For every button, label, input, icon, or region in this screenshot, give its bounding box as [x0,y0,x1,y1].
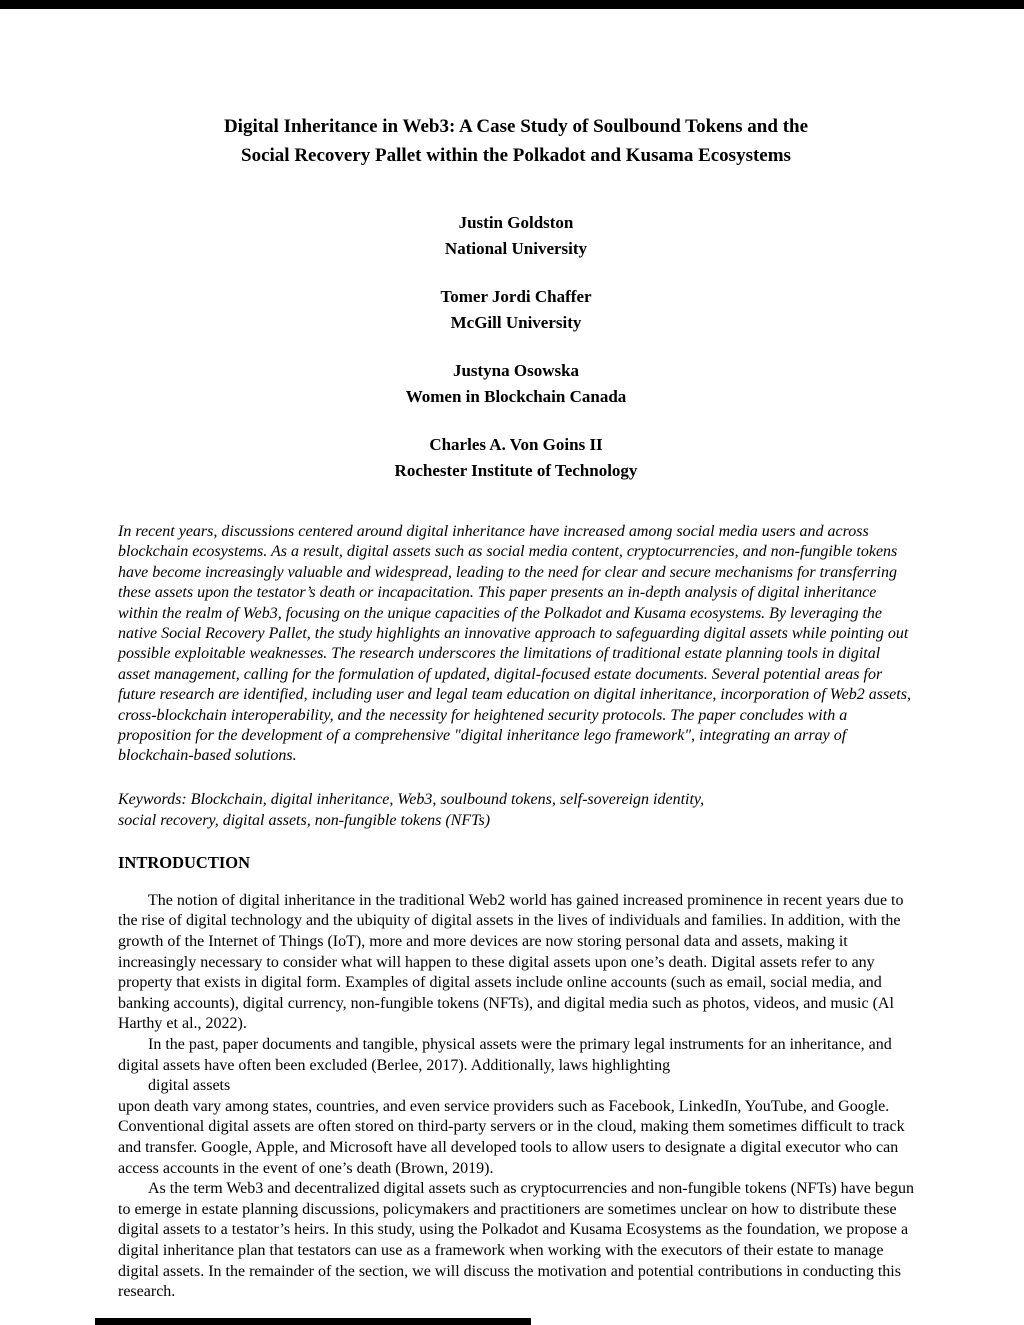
intro-paragraph-3: As the term Web3 and decentralized digital assets such as cryptocurrencies and non-fungible tokens (NFTs) have begun to emerge in estate planning discussions, policymakers and practitioners are sometimes unclear on how to distribute these digital assets to a testator’s heirs. In this study, using the Polkadot and Kusama Ecosystems as the foundation, we propose a digital inheritance plan that testators can use as a framework when working with the executors of their estate to manage digital assets. In the remainder of the section, we will discuss the motivation and potential contributions in conducting this research. [118,1180,914,1301]
keywords-line-1: Keywords: Blockchain, digital inheritance, Web3, soulbound tokens, self-sovereign identity, [118,790,705,808]
title-line-1: Digital Inheritance in Web3: A Case Study of Soulbound Tokens and the [223,116,809,137]
author-affiliation: Women in Blockchain Canada [405,387,627,406]
intro-paragraph-2 [118,1035,914,1179]
section-heading-introduction: INTRODUCTION [118,852,251,872]
intro-paragraph-1: The notion of digital inheritance in the traditional Web2 world has gained increased prominence in recent years due to the rise of digital technology and the ubiquity of digital assets in the lives of individuals and families. In addition, with the growth of the Internet of Things (IoT), more and more devices are now storing personal data and assets, making it increasingly necessary to consider what will happen to these digital assets upon one’s death. Digital assets refer to any property that exists in digital form. Examples of digital assets include online accounts (such as email, social media, and banking accounts), digital currency, non-fungible tokens (NFTs), and digital media such as photos, videos, and music (Al Harthy et al., 2022). [118,891,904,1033]
author-block [118,358,914,410]
intro-paragraph-2-orphan-line: digital assets [148,1077,231,1095]
top-border [0,0,1024,9]
author-affiliation: McGill University [450,313,582,332]
author-affiliation: National University [444,239,588,258]
paper-content [118,112,914,1303]
bottom-border-fragment [95,1318,531,1325]
author-block [118,284,914,336]
paper-title [118,112,914,170]
keywords [118,789,914,831]
abstract-text: In recent years, discussions centered around digital inheritance have increased among social media users and across blockchain ecosystems. As a result, digital assets such as social media content, cryptocurrencies, and non-fungible tokens have become increasingly valuable and widespread, leading to the need for clear and secure mechanisms for transferring these assets upon the testator’s death or incapacitation. This paper presents an in-depth analysis of digital inheritance within the realm of Web3, focusing on the unique capacities of the Polkadot and Kusama ecosystems. By leveraging the native Social Recovery Pallet, the study highlights an innovative approach to safeguarding digital assets while pointing out possible exploitable weaknesses. The research underscores the limitations of traditional estate planning tools in digital asset management, calling for the formulation of updated, digital-focused estate documents. Several potential areas for future research are identified, including user and legal team education on digital inheritance, incorporation of Web2 assets, cross-blockchain interoperability, and the necessity for heightened security protocols. The paper concludes with a proposition for the development of a comprehensive "digital inheritance lego framework", integrating an array of blockchain-based solutions. [118,523,911,765]
author-name: Tomer Jordi Chaffer [440,287,592,306]
author-block [118,432,914,484]
intro-paragraph-2-part-1: In the past, paper documents and tangible, physical assets were the primary legal instruments for an inheritance, and digital assets have often been excluded (Berlee, 2017). Additionally, laws highlighting [118,1036,892,1074]
author-list [118,210,914,484]
intro-paragraph-2-part-2: upon death vary among states, countries, and even service providers such as Facebook, LinkedIn, YouTube, and Google. Conventional digital assets are often stored on third-party servers or in the cloud, making them sometimes difficult to track and transfer. Google, Apple, and Microsoft have all developed tools to allow users to designate a digital executor who can access accounts in the event of one’s death (Brown, 2019). [118,1097,905,1177]
author-name: Justin Goldston [458,213,574,232]
author-affiliation: Rochester Institute of Technology [394,461,638,480]
title-line-2: Social Recovery Pallet within the Polkadot and Kusama Ecosystems [241,145,791,166]
keywords-line-2: social recovery, digital assets, non-fungible tokens (NFTs) [118,811,491,829]
author-name: Justyna Osowska [452,361,580,380]
author-name: Charles A. Von Goins II [429,435,603,454]
author-block [118,210,914,262]
